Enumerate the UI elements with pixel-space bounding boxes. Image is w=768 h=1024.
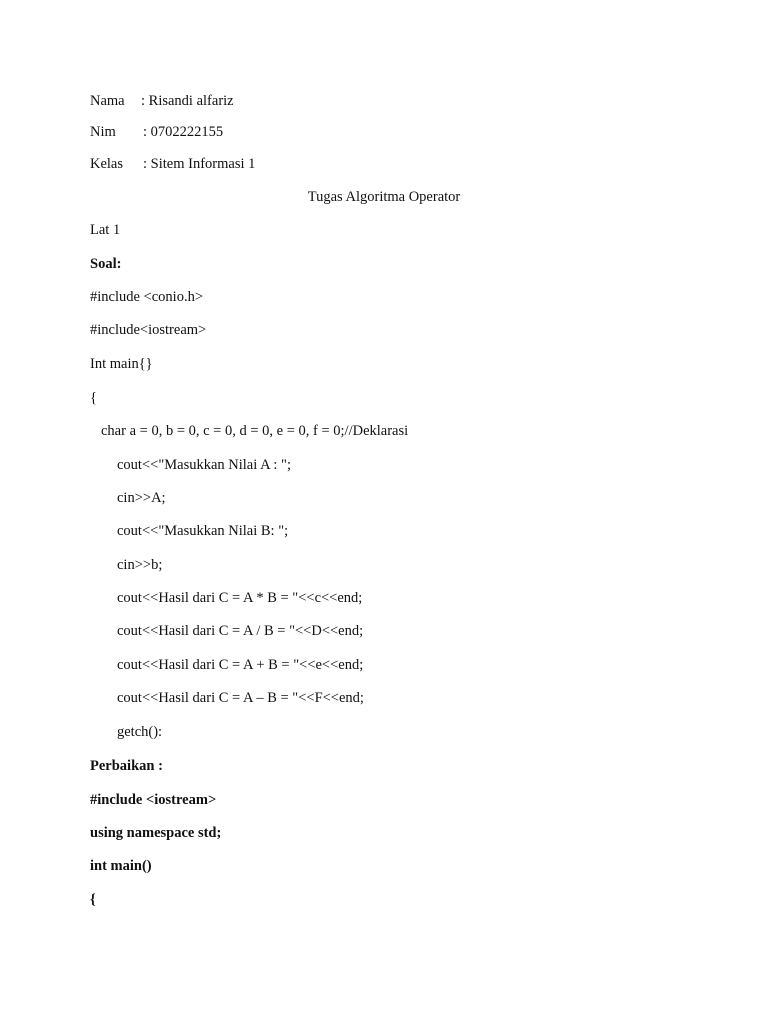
fixed-code-line: using namespace std; [90, 825, 222, 841]
code-line: cout<<Hasil dari C = A * B = "<<c<<end; [117, 590, 363, 606]
code-line: #include <conio.h> [90, 289, 203, 305]
code-line: cin>>A; [117, 490, 166, 506]
code-line: cout<<Hasil dari C = A + B = "<<e<<end; [117, 657, 364, 673]
document-title: Tugas Algoritma Operator [307, 189, 461, 205]
info-value-nim: : 0702222155 [143, 124, 224, 140]
code-line: cout<<"Masukkan Nilai B: "; [117, 523, 289, 539]
fixed-code-line: #include <iostream> [90, 792, 217, 808]
fixed-code-line: { [90, 892, 96, 908]
code-line: cout<<Hasil dari C = A – B = "<<F<<end; [117, 690, 364, 706]
info-label-nim: Nim [90, 124, 116, 140]
info-label-nama: Nama [90, 93, 125, 109]
info-value-nama: : Risandi alfariz [141, 93, 234, 109]
info-value-kelas: : Sitem Informasi 1 [143, 156, 256, 172]
code-line: cin>>b; [117, 557, 163, 573]
code-line: Int main{} [90, 356, 153, 372]
code-line: cout<<Hasil dari C = A / B = "<<D<<end; [117, 623, 364, 639]
perbaikan-heading: Perbaikan : [90, 758, 163, 774]
code-line: getch(): [117, 724, 163, 740]
soal-heading: Soal: [90, 256, 122, 272]
info-label-kelas: Kelas [90, 156, 124, 172]
code-line: cout<<"Masukkan Nilai A : "; [117, 457, 291, 473]
code-line: { [90, 390, 97, 406]
code-line: #include<iostream> [90, 322, 207, 338]
code-line: char a = 0, b = 0, c = 0, d = 0, e = 0, f = 0;//Deklarasi [101, 423, 409, 439]
fixed-code-line: int main() [90, 858, 152, 874]
exercise-label: Lat 1 [90, 222, 121, 238]
